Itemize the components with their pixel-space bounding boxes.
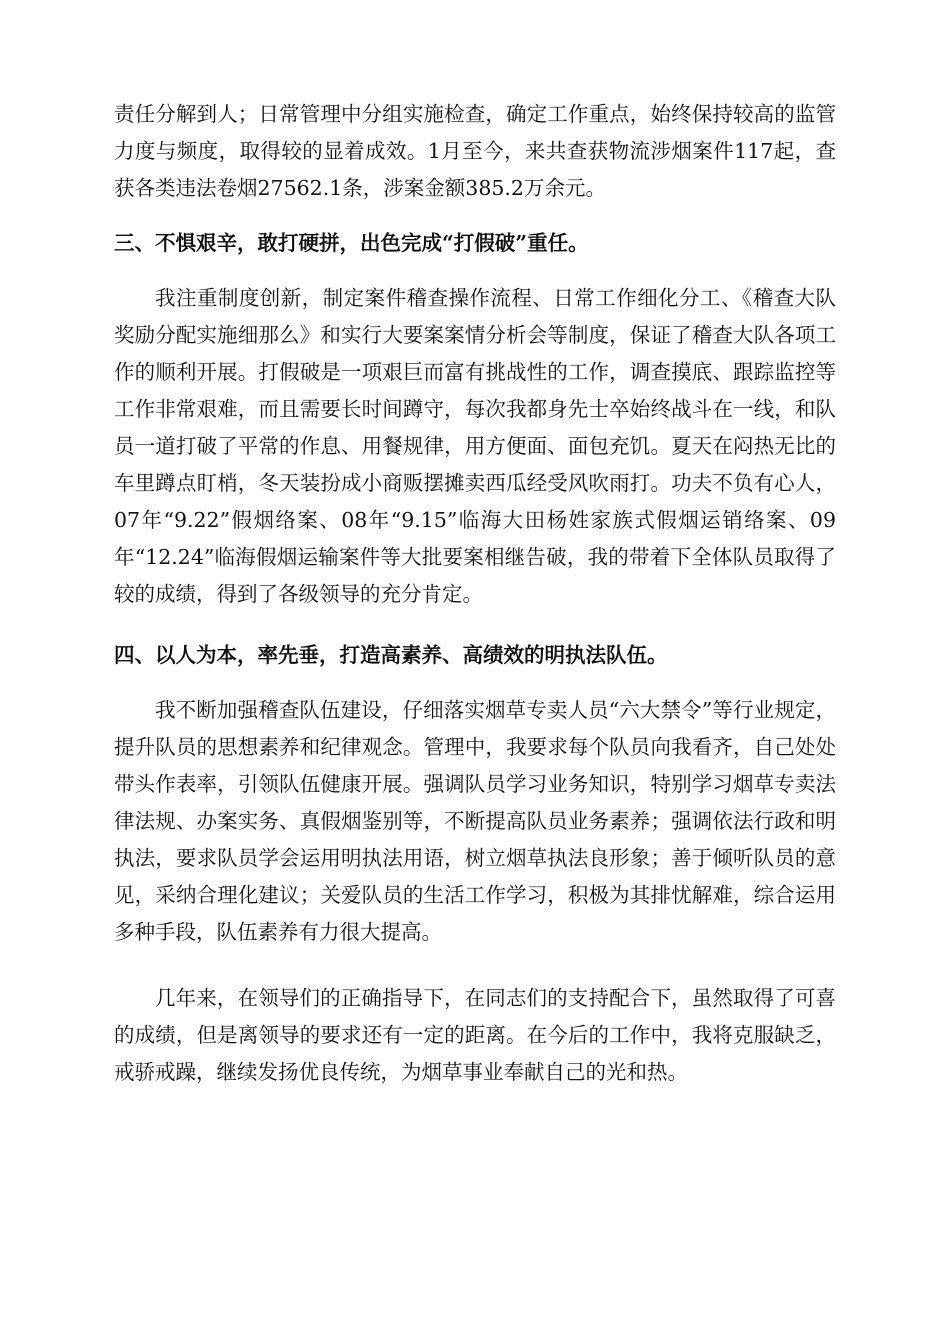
body-paragraph-4: 几年来，在领导们的正确指导下，在同志们的支持配合下，虽然取得了可喜的成绩，但是离领导的要求还有一定的距离。在今后的工作中，我将克服缺乏，戒骄戒躁，继续发扬优良传统，为烟草事业奉献自己的光和热。: [114, 986, 836, 1084]
section-heading-4: 四、以人为本，率先垂，打造高素养、高绩效的明执法队伍。: [114, 643, 668, 667]
body-paragraph-3: 我不断加强稽查队伍建设，仔细落实烟草专卖人员“六大禁令”等行业规定，提升队员的思想素养和纪律观念。管理中，我要求每个队员向我看齐，自己处处带头作表率，引领队伍健康开展。强调队员学习业务知识，特别学习烟草专卖法律法规、办案实务、真假烟鉴别等，不断提高队员业务素养；强调依法行政和明执法，要求队员学会运用明执法用语，树立烟草执法良形象；善于倾听队员的意见，采纳合理化建议；关爱队员的生活工作学习，积极为其排忧解难，综合运用多种手段，队伍素养有力很大提高。: [114, 698, 836, 944]
body-paragraph-2: 我注重制度创新，制定案件稽查操作流程、日常工作细化分工、《稽查大队奖励分配实施细那么》和实行大要案案情分析会等制度，保证了稽查大队各项工作的顺利开展。打假破是一项艰巨而富有挑战性的工作，调查摸底、跟踪监控等工作非常艰难，而且需要长时间蹲守，每次我都身先士卒始终战斗在一线，和队员一道打破了平常的作息、用餐规律，用方便面、面包充饥。夏天在闷热无比的车里蹲点盯梢，冬天装扮成小商贩摆摊卖西瓜经受风吹雨打。功夫不负有心人，07年“9.22”假烟络案、08年“9.15”临海大田杨姓家族式假烟运销络案、09年“12.24”临海假烟运输案件等大批要案相继告破，我的带着下全体队员取得了较的成绩，得到了各级领导的充分肯定。: [114, 286, 836, 606]
section-heading-3: 三、不惧艰辛，敢打硬拼，出色完成“打假破”重任。: [114, 231, 589, 255]
body-paragraph-1: 责任分解到人；日常管理中分组实施检查，确定工作重点，始终保持较高的监管力度与频度，取得较的显着成效。1月至今，来共查获物流涉烟案件117起，查获各类违法卷烟27562.1条，涉案金额385.2万余元。: [114, 102, 836, 200]
document-page: [114, 96, 836, 1091]
